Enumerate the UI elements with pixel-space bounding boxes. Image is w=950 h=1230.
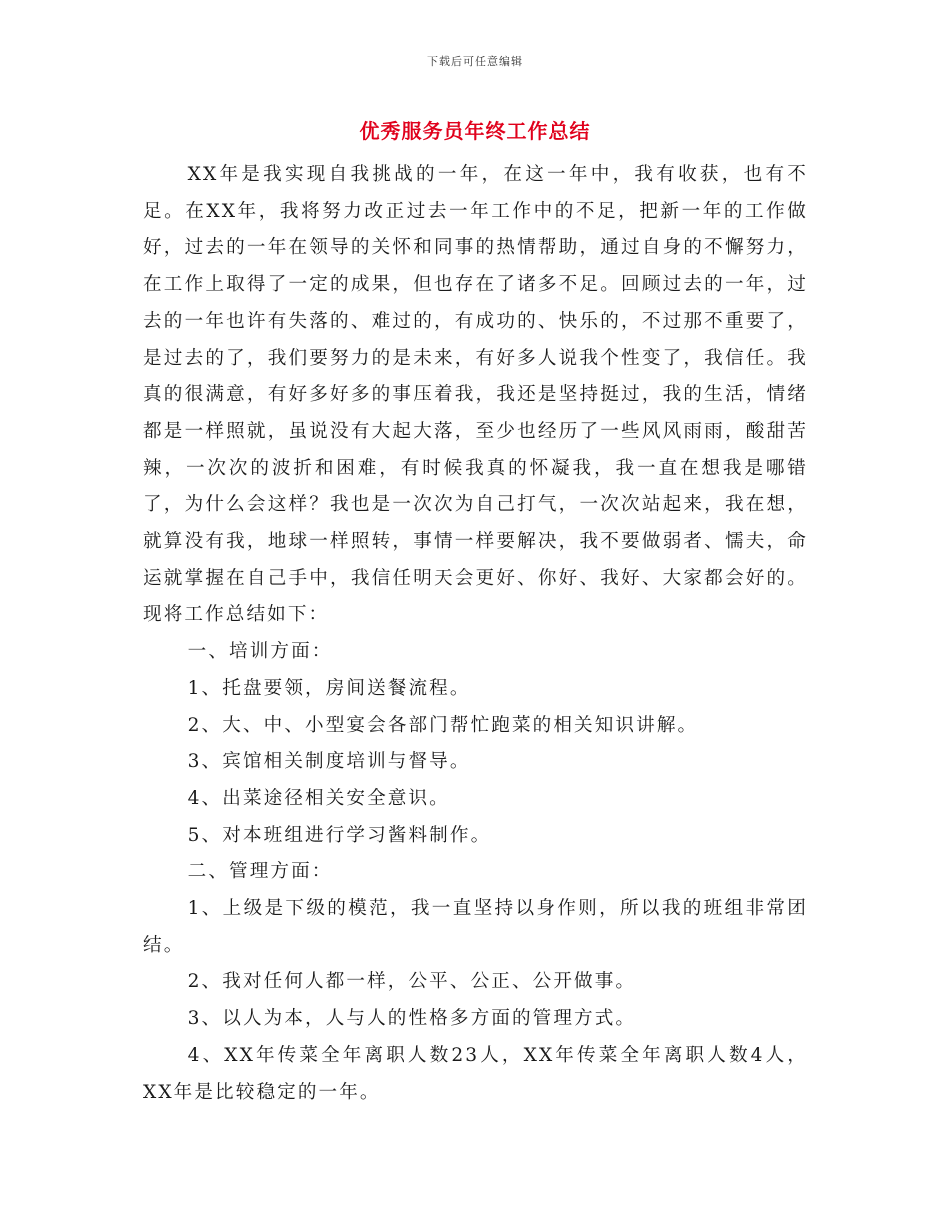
management-item: 2、我对任何人都一样，公平、公正、公开做事。 (187, 971, 637, 993)
management-item: 1、上级是下级的模范，我一直坚持以身作则，所以我的班组非常团结。 (143, 898, 808, 956)
training-item: 5、对本班组进行学习酱料制作。 (187, 824, 492, 846)
header-note: 下载后可任意编辑 (427, 55, 523, 68)
section-heading-management: 二、管理方面： (187, 861, 333, 883)
management-item: 4、XX年传菜全年离职人数23人，XX年传菜全年离职人数4人，XX年是比较稳定的一年。 (143, 1044, 808, 1103)
training-item: 2、大、中、小型宴会各部门帮忙跑菜的相关知识讲解。 (187, 714, 699, 736)
document-title: 优秀服务员年终工作总结 (359, 119, 591, 143)
training-item: 4、出菜途径相关安全意识。 (187, 787, 450, 809)
section-heading-training: 一、培训方面： (187, 641, 333, 663)
management-item: 3、以人为本，人与人的性格多方面的管理方式。 (187, 1008, 637, 1030)
training-item: 1、托盘要领，房间送餐流程。 (187, 677, 471, 699)
training-item: 3、宾馆相关制度培训与督导。 (187, 751, 471, 773)
document-body (143, 157, 808, 1111)
intro-paragraph: XX年是我实现自我挑战的一年，在这一年中，我有收获，也有不足。在XX年，我将努力改正过去一年工作中的不足，把新一年的工作做好，过去的一年在领导的关怀和同事的热情帮助，通过自身的不懈努力，在工作上取得了一定的成果，但也存在了诸多不足。回顾过去的一年，过去的一年也许有失落的、难过的，有成功的、快乐的，不过那不重要了，是过去的了，我们要努力的是未来，有好多人说我个性变了，我信任。我真的很满意，有好多好多的事压着我，我还是坚持挺过，我的生活，情绪都是一样照就，虽说没有大起大落，至少也经历了一些风风雨雨，酸甜苦辣，一次次的波折和困难，有时候我真的怀凝我，我一直在想我是哪错了，为什么会这样？我也是一次次为自己打气，一次次站起来，我在想，就算没有我，地球一样照转，事情一样要解决，我不要做弱者、懦夫，命运就掌握在自己手中，我信任明天会更好、你好、我好、大家都会好的。现将工作总结如下： (143, 164, 808, 626)
